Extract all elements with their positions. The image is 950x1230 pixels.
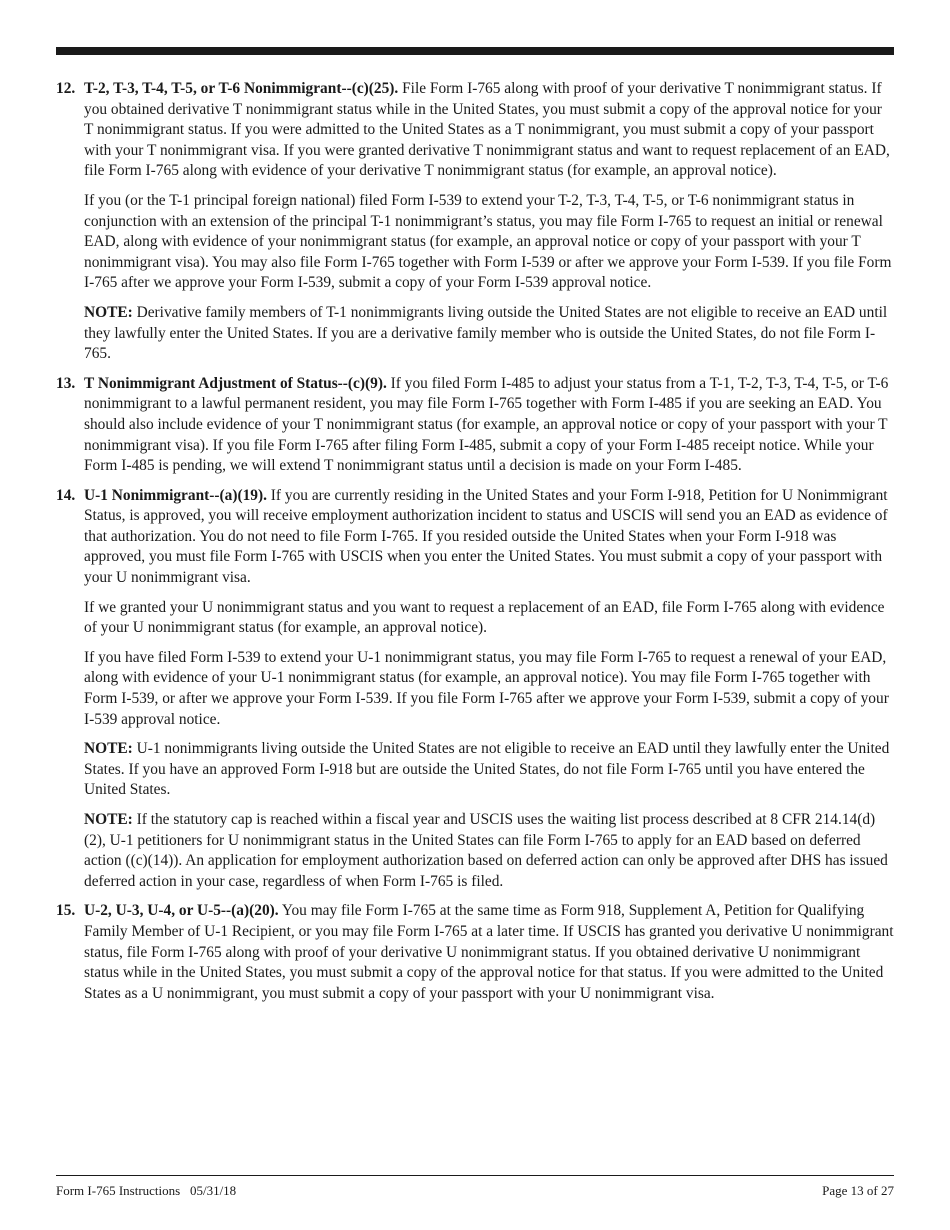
item-intro-text: You may file Form I-765 at the same time as Form 918, Supplement A, Petition for Qualifying Family Member of U-1 Recipient, or you may file Form I-765 at a later time. If USCIS has granted you derivative U nonimmigrant status, file Form I-765 along with proof of your derivative U nonimmigrant status. If you obtained derivative U nonimmigrant status while in the United States, you must submit a copy of the approval notice for that status. If you were admitted to the United States as a U nonimmigrant, you must submit a copy of your passport with your U nonimmigrant visa. <box>84 902 894 1002</box>
item-intro-text: If you are currently residing in the United States and your Form I-918, Petition for U Nonimmigrant Status, is approved, you will receive employment authorization incident to status and USCIS will send you an EAD as evidence of that authorization. You do not need to file Form I-765. If you resided outside the United States when your Form I-918 was approved, you must file Form I-765 with USCIS when you enter the United States. You must submit a copy of your passport with your U nonimmigrant visa. <box>84 486 888 587</box>
instruction-item-14 <box>56 486 894 893</box>
item-intro-paragraph <box>84 374 894 477</box>
top-rule <box>56 47 894 55</box>
note-label: NOTE: <box>84 740 133 758</box>
item-intro-text: If you filed Form I-485 to adjust your status from a T-1, T-2, T-3, T-4, T-5, or T-6 nonimmigrant to a lawful permanent resident, you may file Form I-765 together with Form I-485 if you are seeking an EAD. You should also include evidence of your T nonimmigrant status (for example, an approval notice or copy of your passport with your T nonimmigrant visa). If you file Form I-765 after filing Form I-485, submit a copy of your Form I-485 receipt notice. While your Form I-485 is pending, we will extend T nonimmigrant status until a decision is made on your Form I-485. <box>84 374 889 475</box>
item-number: 14. <box>56 486 76 504</box>
note-label: NOTE: <box>84 811 133 828</box>
item-intro-paragraph <box>84 79 894 182</box>
item-intro-paragraph <box>84 486 894 589</box>
item-paragraph: If you (or the T-1 principal foreign national) filed Form I-539 to extend your T-2, T-3, T-4, T-5, or T-6 nonimmigrant status in conjunction with an extension of the principal T-1 nonimmigrant’s status, you may file Form I-765 to request an initial or renewal EAD, along with evidence of your nonimmigrant status (for example, an approval notice or copy of your passport with your T nonimmigrant visa). You may also file Form I-765 together with Form I-539 or after we approve your Form I-539. If you file Form I-765 after we approve your Form I-539, submit a copy of your Form I-539 approval notice. <box>84 191 892 292</box>
item-heading: U-1 Nonimmigrant--(a)(19). <box>84 486 267 504</box>
note-text: If the statutory cap is reached within a fiscal year and USCIS uses the waiting list process described at 8 CFR 214.14(d)(2), U-1 petitioners for U nonimmigrant status in the United States can file Form I-765 to apply for an EAD based on deferred action ((c)(14)). An application for employment authorization based on deferred action can only be approved after DHS has issued deferred action in your case, regardless of when Form I-765 is filed. <box>84 811 888 890</box>
footer-page-number: Page 13 of 27 <box>822 1183 894 1198</box>
instruction-item-12 <box>56 79 894 365</box>
item-heading: U-2, U-3, U-4, or U-5--(a)(20). <box>84 902 279 920</box>
footer-form-title: Form I-765 Instructions 05/31/18 <box>56 1183 237 1198</box>
note-paragraph <box>84 303 894 365</box>
item-paragraph: If you have filed Form I-539 to extend your U-1 nonimmigrant status, you may file Form I-765 to request a renewal of your EAD, along with evidence of your U-1 nonimmigrant status (for example, an approval notice). You may file Form I-765 together with Form I-539, or after we approve your Form I-539. If you file Form I-765 after we approve your Form I-539, submit a copy of your I-539 approval notice. <box>84 648 889 728</box>
item-heading: T-2, T-3, T-4, T-5, or T-6 Nonimmigrant--(c)(25). <box>84 80 399 97</box>
item-paragraph: If we granted your U nonimmigrant status and you want to request a replacement of an EAD, file Form I-765 along with evidence of your U nonimmigrant status (for example, an approval notice). <box>84 598 885 637</box>
note-paragraph <box>84 739 894 801</box>
note-text: Derivative family members of T-1 nonimmigrants living outside the United States are not eligible to receive an EAD until they lawfully enter the United States. If you are a derivative family member who is outside the United States, do not file Form I-765. <box>84 303 888 363</box>
note-label: NOTE: <box>84 303 133 321</box>
note-paragraph <box>84 810 894 892</box>
instruction-item-13 <box>56 374 894 477</box>
instruction-item-15 <box>56 901 894 1004</box>
note-text: U-1 nonimmigrants living outside the United States are not eligible to receive an EAD until they lawfully enter the United States. If you have an approved Form I-918 but are outside the United States, do not file Form I-765 until you have entered the United States. <box>84 740 890 799</box>
item-heading: T Nonimmigrant Adjustment of Status--(c)(9). <box>84 374 387 392</box>
item-intro-paragraph <box>84 901 894 1004</box>
instructions-content <box>56 79 894 1013</box>
item-number: 12. <box>56 80 76 97</box>
item-number: 13. <box>56 374 76 392</box>
footer-rule <box>56 1175 894 1176</box>
item-intro-text: File Form I-765 along with proof of your derivative T nonimmigrant status. If you obtained derivative T nonimmigrant status while in the United States, you must submit a copy of the approval notice for your T nonimmigrant status. If you were admitted to the United States as a T nonimmigrant, you must submit a copy of your passport with your T nonimmigrant visa. If you were granted derivative T nonimmigrant status and want to request replacement of an EAD, file Form I-765 along with evidence of your derivative T nonimmigrant status (for example, an approval notice). <box>84 80 890 180</box>
item-number: 15. <box>56 902 76 920</box>
